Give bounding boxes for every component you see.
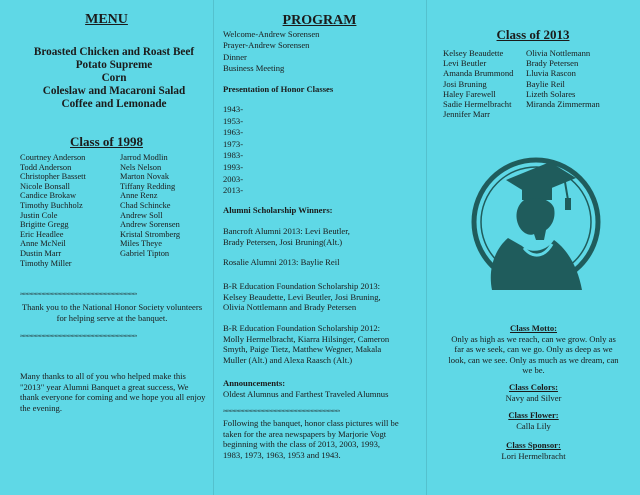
text-line: Many thanks to all of you who helped make this: [20, 371, 186, 381]
alumni-name: Levi Beutler: [443, 58, 487, 69]
honor-classes-heading: Presentation of Honor Classes: [223, 84, 334, 94]
alumni-name: Josi Bruning: [443, 78, 487, 89]
program-heading: PROGRAM: [282, 13, 357, 28]
scholarship-heading: Alumni Scholarship Winners:: [223, 205, 333, 215]
honor-year: 1993-: [223, 161, 244, 172]
divider: »»»»»»»»»»»»»»»»»»»»»»»»»»»»»»»»»»»»»»»»»»»»: [20, 332, 137, 339]
alumni-name: Andrew Soll: [120, 210, 163, 220]
colors-heading: Class Colors:: [509, 382, 558, 392]
honor-years: [223, 104, 243, 197]
honor-year: 1953-: [223, 115, 244, 126]
program-panel: [213, 0, 426, 495]
program-item: Welcome-Andrew Sorensen: [223, 29, 320, 39]
honor-year: 1963-: [223, 127, 244, 138]
alumni-name: Christopher Bassett: [20, 172, 86, 182]
class-2013-col1: [443, 48, 513, 119]
alumni-name: Courtney Anderson: [20, 153, 86, 162]
alumni-name: Jarrod Modlin: [120, 153, 168, 162]
program-item: Business Meeting: [223, 62, 285, 73]
thanks-all: [20, 371, 212, 413]
honor-year: 1973-: [223, 138, 244, 149]
text-line: look, can we see. Only as much as we dream, can: [448, 354, 619, 365]
alumni-name: Kristal Stromberg: [120, 229, 181, 239]
sponsor-value: Lori Hermelbracht: [501, 450, 566, 461]
honor-year: 1983-: [223, 150, 244, 161]
class-2013-panel: [426, 0, 640, 495]
class-flower: [431, 410, 636, 431]
text-line: Only as high as we reach, can we grow. Only as: [451, 333, 616, 344]
text-line: Thank you to the National Honor Society volunteers: [21, 302, 203, 312]
text-line: we be.: [522, 365, 545, 376]
announcements-heading: Announcements:: [223, 378, 286, 388]
honor-year: 2013-: [223, 185, 244, 196]
program-item: Prayer-Andrew Sorensen: [223, 40, 310, 51]
alumni-name: Timothy Buchholz: [20, 200, 83, 210]
alumni-name: Eric Headlee: [20, 229, 64, 239]
alumni-name: Nicole Bonsall: [20, 181, 71, 191]
text-line: Kelsey Beaudette, Levi Beutler, Josi Bruning,: [223, 291, 381, 302]
alumni-name: Amanda Brummond: [443, 68, 514, 79]
text-line: thank everyone for coming and we hope you all enjoy: [20, 392, 206, 403]
text-line: "2013" year Alumni Banquet a great success, We: [20, 381, 189, 392]
text-line: Olivia Nottlemann and Brady Petersen: [223, 302, 357, 313]
sponsor-heading: Class Sponsor:: [506, 440, 561, 450]
alumni-name: Justin Cole: [20, 210, 58, 220]
alumni-name: Kelsey Beaudette: [443, 48, 504, 58]
class-1998-col1: [20, 153, 86, 268]
alumni-name: Chad Schincke: [120, 200, 171, 210]
alumni-name: Tiffany Redding: [120, 181, 176, 191]
class-2013-col2: [526, 48, 600, 109]
flower-heading: Class Flower:: [508, 410, 559, 420]
menu-item: Broasted Chicken and Roast Beef: [33, 46, 195, 58]
class-1998-col2: [120, 153, 180, 259]
class-colors: [431, 382, 636, 403]
alumni-name: Brigitte Gregg: [20, 220, 69, 230]
text-line: the evening.: [20, 402, 62, 413]
divider: »»»»»»»»»»»»»»»»»»»»»»»»»»»»»»»»»»»»»»»»»»»»: [20, 290, 137, 297]
alumni-name: Gabriel Tipton: [120, 248, 170, 258]
class-2013-heading: Class of 2013: [496, 27, 570, 42]
alumni-name: Baylie Reil: [526, 78, 565, 89]
alumni-name: Timothy Miller: [20, 258, 72, 268]
class-motto: [431, 323, 636, 376]
text-line: for helping serve at the banquet.: [56, 312, 168, 323]
text-line: B-R Education Foundation Scholarship 2013:: [223, 281, 381, 291]
announcements-text: Oldest Alumnus and Farthest Traveled Alumnus: [223, 389, 389, 399]
text-line: Bancroft Alumni 2013: Levi Beutler,: [223, 226, 350, 236]
alumni-name: Nels Nelson: [120, 162, 162, 172]
honor-year: 2003-: [223, 173, 244, 184]
br-scholarship-2012: [223, 323, 389, 365]
motto-heading: Class Motto:: [509, 323, 558, 333]
text-line: Smyth, Paige Tietz, Matthew Wegner, Makala: [223, 344, 382, 355]
alumni-name: Lizeth Solares: [526, 88, 576, 99]
alumni-name: Haley Farewell: [443, 88, 496, 99]
alumni-name: Anne McNeil: [20, 239, 66, 249]
honor-year: 1943-: [223, 104, 244, 114]
alumni-name: Olivia Nottlemann: [526, 48, 591, 58]
menu-item: Coleslaw and Macaroni Salad: [42, 85, 186, 97]
graduate-emblem-icon: [464, 140, 604, 300]
text-line: far as we seek, can we go. Only as deep as we: [454, 344, 613, 355]
alumni-name: Miranda Zimmerman: [526, 99, 600, 110]
menu-panel: [0, 0, 213, 495]
following-note: [223, 418, 399, 460]
menu-item: Coffee and Lemonade: [61, 98, 167, 110]
alumni-name: Todd Anderson: [20, 162, 72, 172]
menu-item: Corn: [101, 72, 127, 84]
class-sponsor: [431, 440, 636, 461]
alumni-name: Brady Petersen: [526, 58, 579, 69]
br-scholarship-2013: [223, 281, 381, 313]
program-item: Dinner: [223, 51, 247, 62]
alumni-name: Dustin Marr: [20, 248, 62, 258]
text-line: beginning with the class of 2013, 2003, 1993,: [223, 439, 381, 450]
class-1998-heading: Class of 1998: [70, 134, 143, 149]
text-line: taken for the area newspapers by Marjorie Vogt: [223, 428, 387, 439]
colors-value: Navy and Silver: [505, 392, 562, 403]
alumni-name: Marton Novak: [120, 172, 170, 182]
text-line: 1983, 1973, 1963, 1953 and 1943.: [223, 449, 341, 460]
alumni-name: Sadie Hermelbracht: [443, 99, 512, 110]
text-line: Muller (Alt.) and Alexa Raasch (Alt.): [223, 354, 353, 365]
menu-heading: MENU: [85, 12, 128, 27]
alumni-name: Candice Brokaw: [20, 191, 77, 201]
text-line: Brady Petersen, Josi Bruning(Alt.): [223, 236, 343, 247]
text-line: B-R Education Foundation Scholarship 2012:: [223, 323, 381, 333]
alumni-name: Andrew Sorensen: [120, 220, 180, 230]
menu-list: [20, 46, 208, 111]
alumni-name: Jennifer Marr: [443, 109, 491, 120]
divider: »»»»»»»»»»»»»»»»»»»»»»»»»»»»»»»»»»»»»»»»»»»»: [223, 407, 340, 414]
flower-value: Calla Lily: [516, 420, 551, 431]
rosalie-scholarship: Rosalie Alumni 2013: Baylie Reil: [223, 257, 340, 267]
text-line: Following the banquet, honor class pictures will be: [223, 418, 399, 428]
alumni-name: Anne Renz: [120, 191, 158, 201]
program-items: [223, 29, 319, 74]
alumni-name: Lluvia Rascon: [526, 68, 576, 79]
thanks-nhs: [12, 302, 212, 323]
menu-item: Potato Supreme: [75, 59, 153, 71]
alumni-name: Miles Theye: [120, 239, 162, 249]
bancroft-scholarship: [223, 226, 350, 247]
text-line: Molly Hermelbracht, Kiarra Hilsinger, Cameron: [223, 333, 390, 344]
